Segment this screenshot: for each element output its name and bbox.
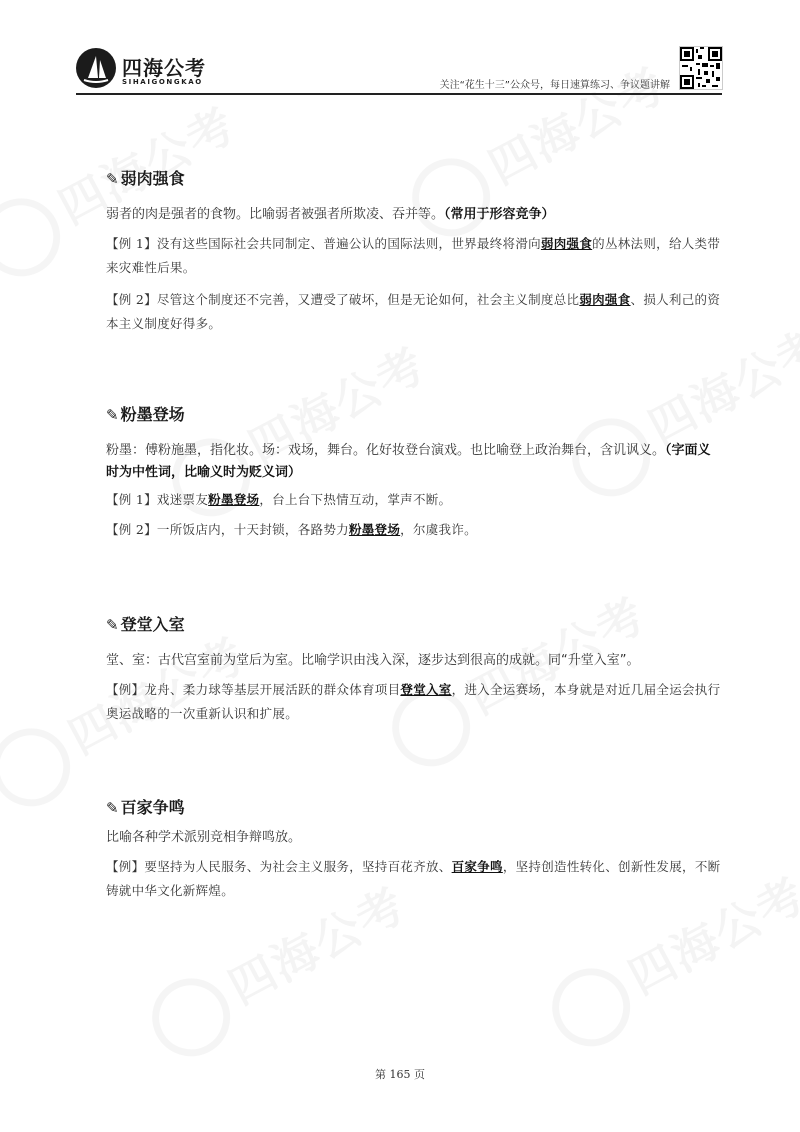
sail-logo-icon: [76, 48, 116, 88]
usage-note: （字面义时为中性词，比喻义时为贬义词）: [106, 443, 711, 480]
example-sentence: 【例】要坚持为人民服务、为社会主义服务，坚持百花齐放、百家争鸣，坚持创造性转化、创新性发展，不断铸就中华文化新辉煌。: [106, 859, 721, 898]
idiom-entry: [106, 166, 722, 336]
pencil-icon: ✎: [106, 799, 119, 817]
keyword-highlight: 粉墨登场: [208, 492, 260, 507]
entry-definition: 堂、室：古代宫室前为堂后为室。比喻学识由浅入深，逐步达到很高的成就。同“升堂入室”。: [106, 653, 640, 668]
entry-definition: 弱者的肉是强者的食物。比喻弱者被强者所欺凌、吞并等。（常用于形容竞争）: [106, 207, 555, 222]
header-notice: 关注“花生十三”公众号，每日速算练习、争议题讲解: [439, 80, 670, 91]
idiom-entry: [106, 612, 722, 726]
entry-title: ✎ 百家争鸣: [106, 798, 185, 817]
brand-logo: [76, 48, 216, 94]
entry-title: ✎ 弱肉强食: [106, 169, 185, 188]
idiom-entry: [106, 795, 722, 903]
brand-name: 四海公考: [122, 56, 206, 80]
example-sentence: 【例】龙舟、柔力球等基层开展活跃的群众体育项目登堂入室，进入全运赛场，本身就是对近几届全运会执行奥运战略的一次重新认识和扩展。: [106, 682, 721, 721]
keyword-highlight: 弱肉强食: [579, 292, 631, 307]
page-header: [0, 0, 800, 104]
entry-definition: 比喻各种学术派别竞相争辩鸣放。: [106, 830, 302, 845]
keyword-highlight: 登堂入室: [400, 682, 452, 697]
pencil-icon: ✎: [106, 616, 119, 634]
entry-title: ✎ 粉墨登场: [106, 405, 185, 424]
entry-definition: 粉墨：傅粉施墨，指化妆。场：戏场，舞台。化好妆登台演戏。也比喻登上政治舞台，含讥讽义。（字面义时为中性词，比喻义时为贬义词）: [106, 443, 711, 480]
pencil-icon: ✎: [106, 406, 119, 424]
example-sentence: 【例 2】一所饭店内，十天封锁，各路势力粉墨登场，尔虞我诈。: [106, 522, 477, 537]
keyword-highlight: 百家争鸣: [451, 859, 503, 874]
example-sentence: 【例 1】没有这些国际社会共同制定、普遍公认的国际法则，世界最终将滑向弱肉强食的丛林法则，给人类带来灾难性后果。: [106, 236, 721, 275]
usage-note: （常用于形容竞争）: [444, 207, 555, 222]
page-number: 第 165 页: [375, 1068, 425, 1081]
qr-code-icon: [679, 46, 723, 90]
idiom-entry: [106, 402, 722, 542]
entry-title: ✎ 登堂入室: [106, 615, 185, 634]
pencil-icon: ✎: [106, 170, 119, 188]
keyword-highlight: 弱肉强食: [540, 236, 593, 251]
keyword-highlight: 粉墨登场: [348, 522, 401, 537]
example-sentence: 【例 1】戏迷票友粉墨登场，台上台下热情互动，掌声不断。: [106, 492, 452, 507]
example-sentence: 【例 2】尽管这个制度还不完善，又遭受了破坏，但是无论如何，社会主义制度总比弱肉强食、损人利己的资本主义制度好得多。: [106, 292, 721, 331]
header-divider: [76, 93, 722, 95]
brand-name-en: SIHAIGONGKAO: [122, 78, 203, 86]
